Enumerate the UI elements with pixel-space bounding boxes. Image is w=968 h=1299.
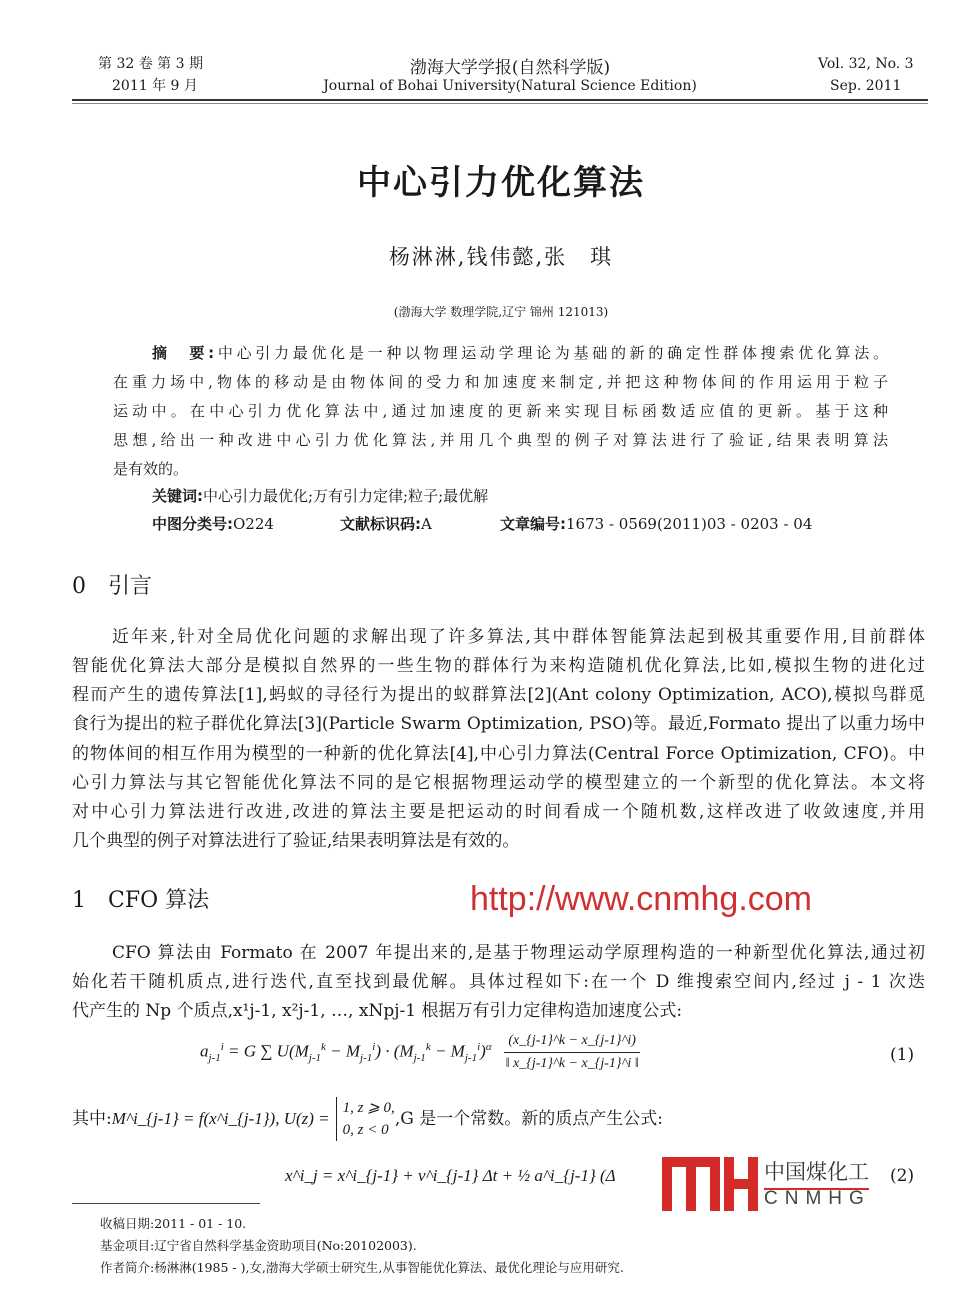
equation-1-fraction	[502, 1030, 643, 1075]
volume-issue: 第 32 卷 第 3 期	[98, 56, 203, 72]
section-heading-intro: 0 引言	[72, 574, 152, 599]
section-heading-cfo: 1 CFO 算法	[72, 888, 210, 913]
body-line: 几个典型的例子对算法进行了验证,结果表明算法是有效的。	[72, 831, 520, 851]
logo-text-cn: 中国煤化工	[764, 1156, 869, 1190]
body-line: 食行为提出的粒子群优化算法[3](Particle Swarm Optimization, PSO)等。最近,Formato 提出了以重力场中	[72, 714, 925, 734]
piecewise-u: 1, z ⩾ 0, 0, z < 0	[336, 1097, 395, 1141]
abstract-label: 摘 要:	[152, 344, 215, 362]
journal-name-cn: 渤海大学学报(自然科学版)	[409, 58, 611, 78]
cnmhg-logo	[662, 1157, 758, 1211]
keywords-label: 关键词:	[152, 487, 203, 505]
equation-1	[200, 1030, 643, 1075]
abstract-line: 摘 要:中心引力最优化是一种以物理运动学理论为基础的新的确定性群体搜索优化算法。	[152, 344, 888, 362]
abstract-line: 思想,给出一种改进中心引力优化算法,并用几个典型的例子对算法进行了验证,结果表明算法	[113, 431, 888, 449]
journal-name-en: Journal of Bohai University(Natural Science Edition)	[323, 78, 697, 94]
body-line: 的物体间的相互作用为模型的一种新的优化算法[4],中心引力算法(Central Force Optimization, CFO)。中	[72, 744, 925, 764]
keywords: 关键词:中心引力最优化;万有引力定律;粒子;最优解	[152, 487, 489, 505]
footnote-author: 作者简介:杨淋淋(1985 - ),女,渤海大学硕士研究生,从事智能优化算法、最优化理论与应用研究.	[100, 1260, 624, 1275]
body-line: 代产生的 Np 个质点,x¹j-1, x²j-1, …, xNpj-1 根据万有引力定律构造加速度公式:	[72, 1001, 683, 1021]
abstract-line: 运动中。在中心引力优化算法中,通过加速度的更新来实现目标函数适应值的更新。基于这种	[113, 402, 888, 420]
classification: 中图分类号:O224	[152, 515, 274, 533]
body-line: 近年来,针对全局优化问题的求解出现了许多算法,其中群体智能算法起到极其重要作用,目前群体	[112, 627, 925, 647]
header-rule-thin	[72, 103, 928, 104]
abstract-line: 是有效的。	[113, 460, 189, 478]
equation-1-number: (1)	[890, 1045, 915, 1065]
body-line: CFO 算法由 Formato 在 2007 年提出来的,是基于物理运动学原理构造的一种新型优化算法,通过初	[112, 943, 925, 963]
abstract-line: 在重力场中,物体的移动是由物体间的受力和加速度来制定,并把这种物体间的作用运用于粒子	[113, 373, 888, 391]
affiliation: (渤海大学 数理学院,辽宁 锦州 121013)	[393, 305, 609, 319]
equation-1-denominator: ‖ x_{j-1}^k − x_{j-1}^i ‖	[505, 1056, 639, 1071]
article-number: 文章编号:1673 - 0569(2011)03 - 0203 - 04	[500, 515, 813, 533]
equation-1-numerator: (x_{j-1}^k − x_{j-1}^i)	[504, 1030, 640, 1053]
equation-2: x^i_j = x^i_{j-1} + v^i_{j-1} Δt + ½ a^i_{j-1} (Δ	[285, 1166, 616, 1185]
authors: 杨淋淋,钱伟懿,张 琪	[388, 245, 614, 269]
watermark: http://www.cnmhg.com	[470, 880, 813, 918]
body-line: 始化若干随机质点,进行迭代,直至找到最优解。具体过程如下:在一个 D 维搜索空间内,经过 j - 1 次迭	[72, 972, 925, 992]
body-line: 智能优化算法大部分是模拟自然界的一些生物的群体行为来构造随机优化算法,比如,模拟生物的进化过	[72, 656, 925, 676]
body-line: 程而产生的遗传算法[1],蚂蚁的寻径行为提出的蚁群算法[2](Ant colony Optimization, ACO),模拟鸟群觅	[72, 685, 925, 705]
logo-text-en: CNMHG	[764, 1188, 871, 1209]
vol-no-en: Vol. 32, No. 3	[818, 56, 914, 72]
doc-code: 文献标识码:A	[340, 515, 432, 533]
equation-1-main: $a_{j-1}^i = G$ ∑ $U(M_{j-1}^k - M_{j-1}^i) \cdot (M_{j-1}^k - M_{j-1}^i)^\alpha$	[200, 1040, 492, 1065]
paper-title: 中心引力优化算法	[357, 163, 645, 203]
where-suffix: ,G 是一个常数。新的质点产生公式:	[394, 1109, 663, 1129]
where-clause: 其中: M^i_{j-1} = f(x^i_{j-1}), U(z) = 1, z ⩾ 0, 0, z < 0 ,G 是一个常数。新的质点产生公式:	[72, 1097, 663, 1141]
footnote-funding: 基金项目:辽宁省自然科学基金资助项目(No:20102003).	[100, 1238, 417, 1253]
date-en: Sep. 2011	[830, 78, 902, 94]
m-definition: M^i_{j-1} = f(x^i_{j-1}), U(z) =	[111, 1109, 330, 1128]
issue-date: 2011 年 9 月	[112, 78, 198, 94]
body-line: 对中心引力算法进行改进,改进的算法主要是把运动的时间看成一个随机数,这样改进了收敛速度,并用	[72, 802, 925, 822]
header-rule	[72, 99, 928, 101]
equation-2-number: (2)	[890, 1166, 915, 1186]
footnote-rule	[72, 1203, 260, 1204]
footnote-received: 收稿日期:2011 - 01 - 10.	[100, 1216, 247, 1231]
body-line: 心引力算法与其它智能优化算法不同的是它根据物理运动学的模型建立的一个新型的优化算法。本文将	[72, 773, 925, 793]
